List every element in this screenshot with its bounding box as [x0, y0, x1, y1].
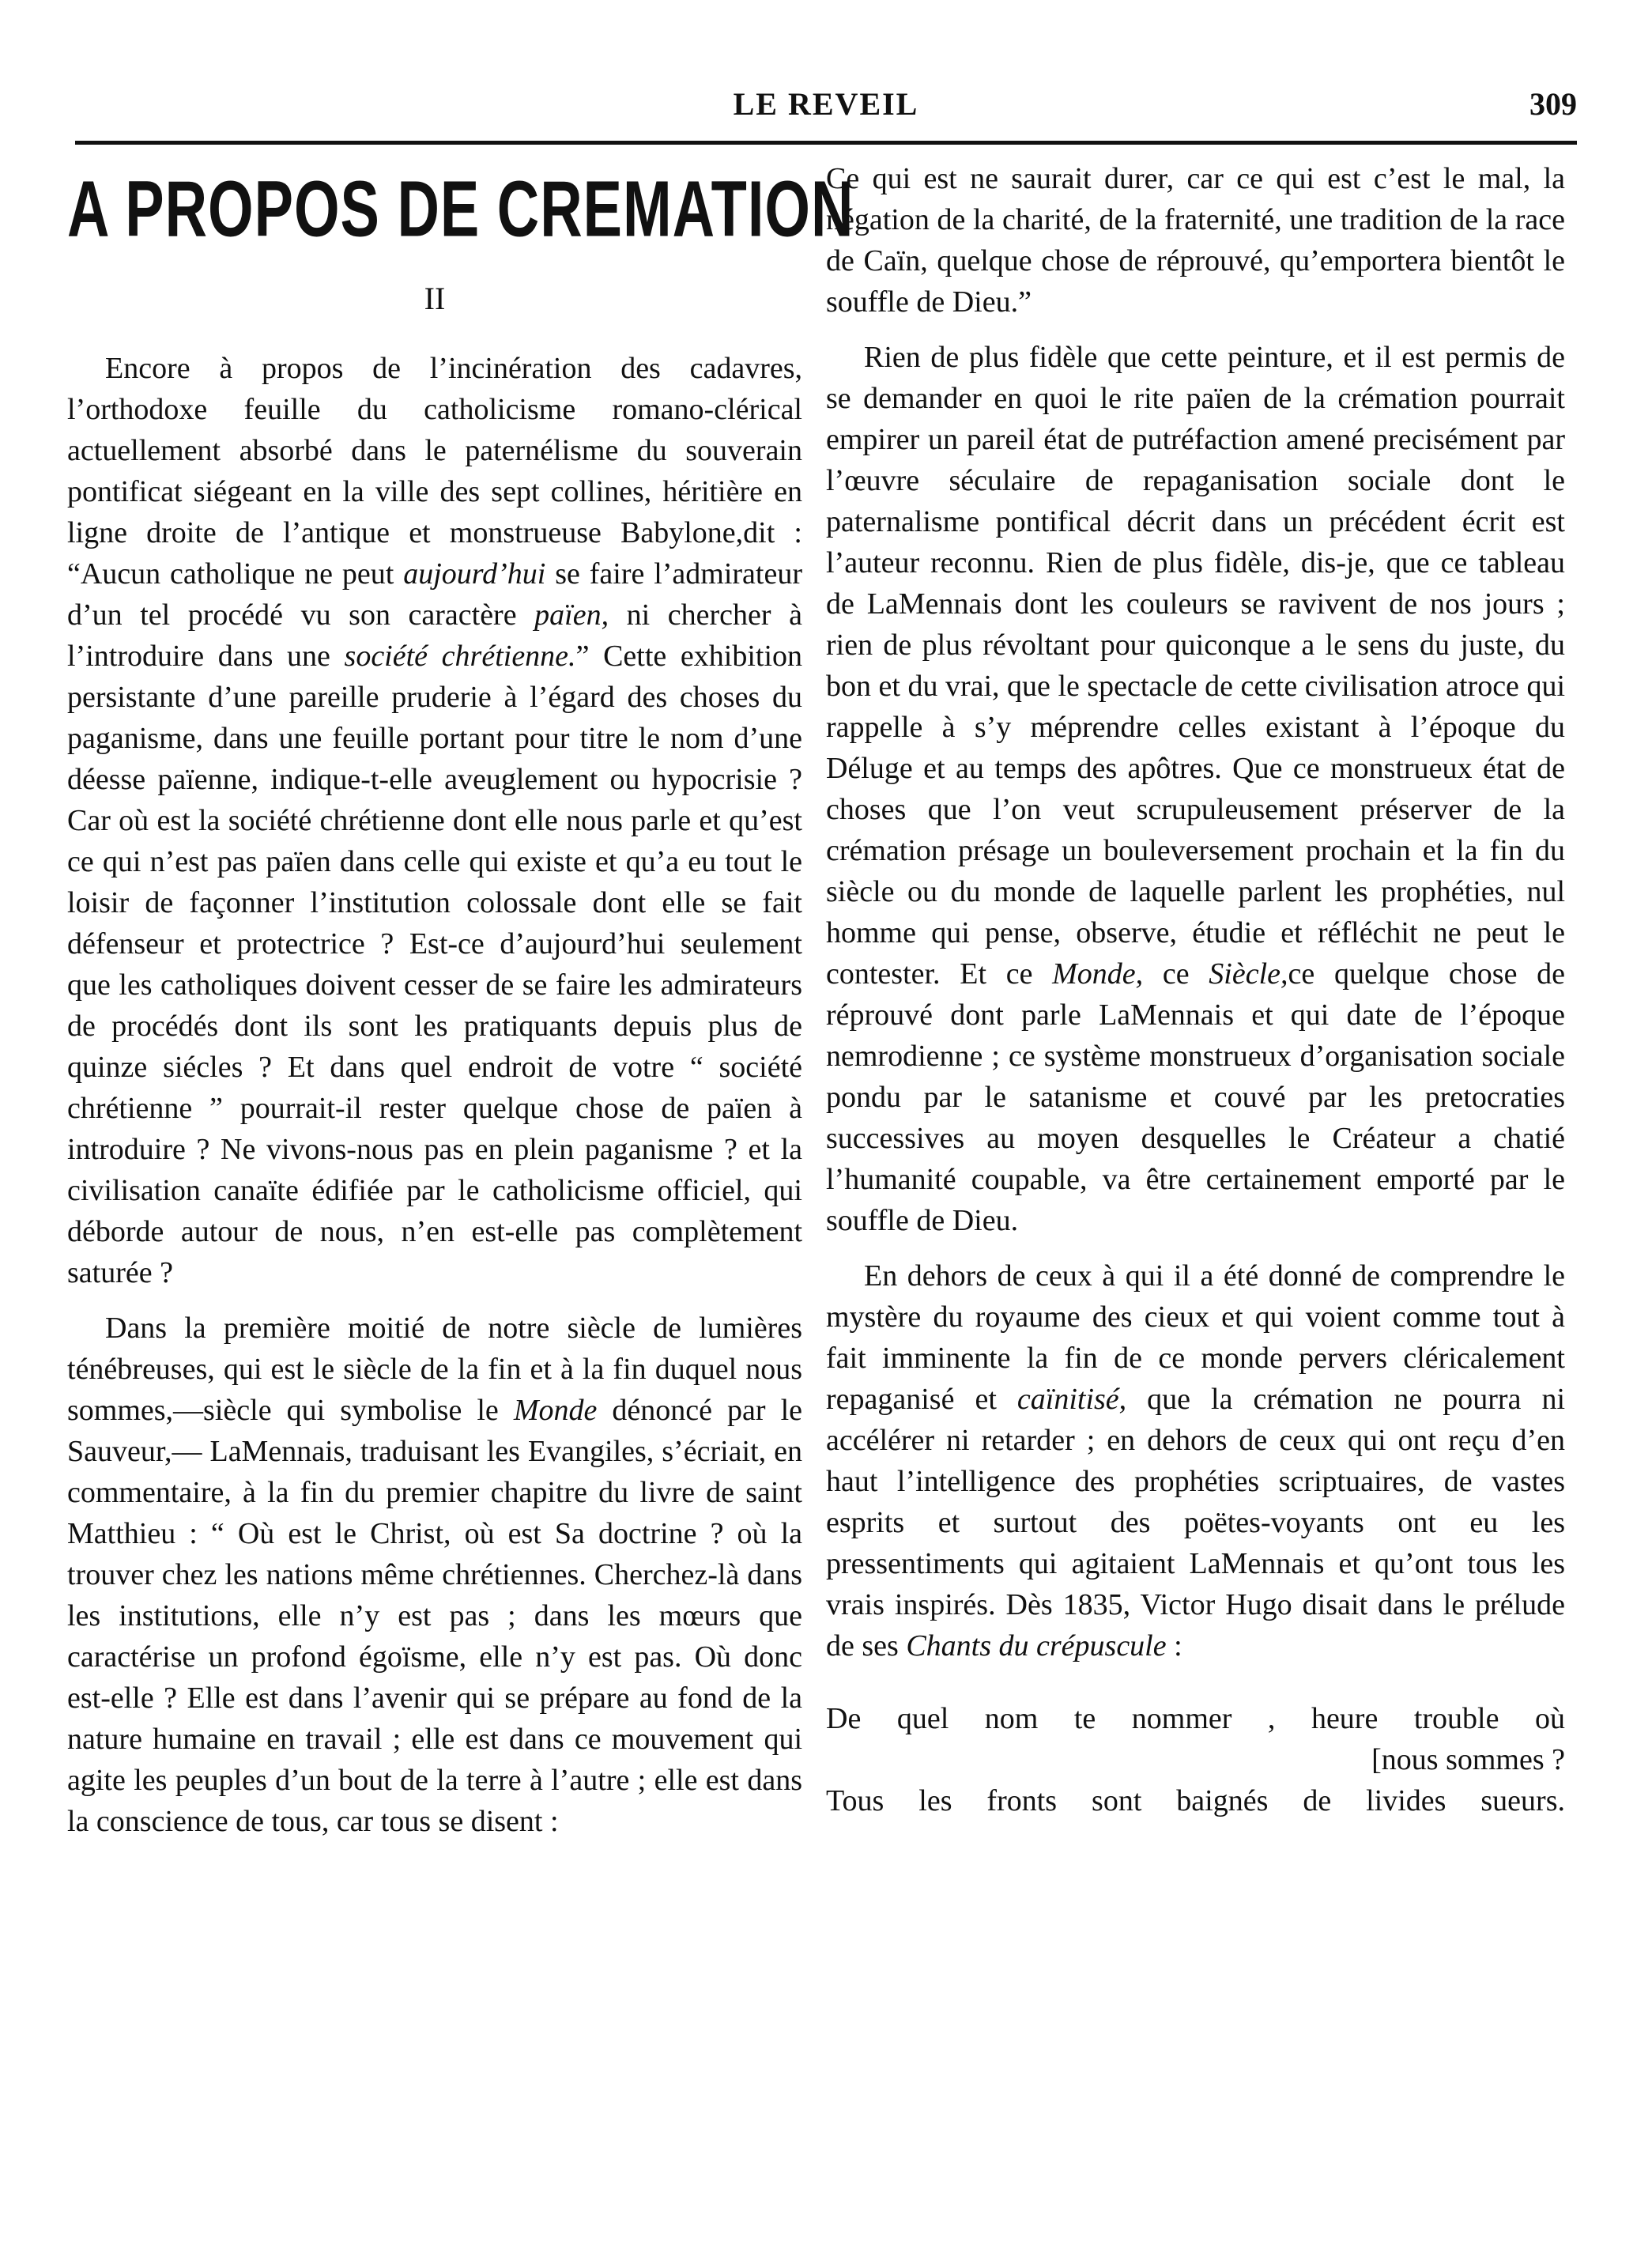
- italic-run: société chrétienne.: [344, 640, 576, 673]
- text-run: :: [1166, 1629, 1182, 1663]
- right-paragraph-1: Ce qui est ne saurait durer, car ce qui est c’est le mal, la négation de la charité, de la fraternité, une tradition de la race de Caïn, quelque chose de réprouvé, qu’emportera bientôt le souffle de Dieu.”: [826, 162, 1565, 319]
- italic-run: païen,: [534, 598, 609, 632]
- italic-run: Monde: [513, 1394, 598, 1427]
- left-paragraph-2: [67, 1308, 802, 1842]
- text-run: Dans la première moitié de notre siècle de lumières ténébreuses, qui est le siècle de la fin et à la fin duquel nous sommes,—siècle qui symbolise le: [67, 1312, 802, 1427]
- section-number: II: [424, 281, 446, 316]
- right-column: [826, 158, 1565, 1821]
- italic-run: Chants du crépuscule: [906, 1629, 1167, 1663]
- text-run: Rien de plus fidèle que cette peinture, et il est permis de se demander en quoi le rite païen de la crémation pourrait empirer un pareil état de putréfaction amené precisément par l’œuvre séculaire de repaganisation sociale dont le paternalisme pontifical décrit dans un précédent écrit est l’auteur reconnu. Rien de plus fidèle, dis-je, que ce tableau de LaMennais dont les couleurs se ravivent de nos jours ; rien de plus révoltant pour quiconque a le sens du juste, du bon et du vrai, que le spectacle de cette civilisation atroce qui rappelle à s’y méprendre celles existant à l’époque du Déluge et au temps des apôtres. Que ce monstrueux état de choses que l’on veut scrupuleusement préserver de la crémation présage un bouleversement prochain et la fin du siècle ou du monde de laquelle parlent les prophéties, nul homme qui pense, observe, étudie et réfléchit ne peut le contester. Et ce: [826, 341, 1565, 991]
- journal-title: LE REVEIL: [733, 86, 919, 122]
- page-number: 309: [1529, 86, 1577, 122]
- text-run: dénoncé par le Sauveur,— LaMennais, traduisant les Evangiles, s’écriait, en commentaire, à la fin du premier chapitre du livre de saint Matthieu : “ Où est le Christ, où est Sa doctrine ? où la trouver chez les nations même chrétiennes. Cherchez-là dans les institutions, elle n’y est pas ; dans les mœurs que caractérise un profond égoïsme, elle n’y est pas. Où donc est-elle ? Elle est dans l’avenir qui se prépare au fond de la nature humaine en travail ; elle est dans ce mouvement qui agite les peuples d’un bout de la terre à l’autre ; elle est dans la conscience de tous, car tous se disent :: [67, 1394, 803, 1838]
- header-rule: [75, 141, 1577, 145]
- verse-line-2: Tous les fronts sont baignés de livides sueurs.: [826, 1784, 1565, 1817]
- left-column: [67, 158, 854, 1856]
- italic-run: Monde,: [1052, 957, 1144, 991]
- verse-line-1: De quel nom te nommer , heure trouble où: [826, 1702, 1565, 1735]
- text-run: se faire l’admirateur d’un tel procédé vu son caractère: [67, 557, 802, 632]
- text-run: Encore à propos de l’incinération des cadavres, l’orthodoxe feuille du catholicisme romano-clérical actuellement absorbé dans le paternélisme du souverain pontificat siégeant en la ville des sept collines, héritière en ligne droite de l’antique et monstrueuse Babylone,dit : “Aucun catholique ne peut: [67, 352, 802, 591]
- italic-run: aujourd’hui: [403, 557, 546, 591]
- text-run: ce: [1143, 957, 1209, 991]
- text-run: En dehors de ceux à qui il a été donné de comprendre le mystère du royaume des cieux et qui voient comme tout à fait imminente la fin de ce monde pervers cléricalement repaganisé et: [826, 1259, 1565, 1416]
- poem-quote: [826, 1698, 1565, 1821]
- text-run: ni chercher à l’introduire dans une: [67, 598, 802, 673]
- left-paragraph-1: [67, 348, 802, 1293]
- article-title: A PROPOS DE CREMATION: [67, 164, 854, 254]
- italic-run: caïnitisé,: [1016, 1383, 1127, 1416]
- verse-line-1-continuation: [nous sommes ?: [1371, 1743, 1565, 1776]
- italic-run: Siècle,: [1209, 957, 1288, 991]
- right-paragraph-3: [826, 1255, 1565, 1666]
- text-run: ce quelque chose de réprouvé dont parle LaMennais et qui date de l’époque nemrodienne ; ce système monstrueux d’organisation sociale pondu par le satanisme et couvé par les pretocraties successives au moyen desquelles le Créateur a chatié l’humanité coupable, va être certainement emporté par le souffle de Dieu.: [826, 957, 1565, 1237]
- right-paragraph-2: [826, 337, 1565, 1241]
- running-head: [0, 85, 1652, 133]
- text-run: que la crémation ne pourra ni accélérer ni retarder ; en dehors de ceux qui ont reçu d’en haut l’intelligence des prophéties scriptuaires, de vastes esprits et surtout des poëtes-voyants ont eu les pressentiments qui agitaient LaMennais et qu’ont tous les vrais inspirés. Dès 1835, Victor Hugo disait dans le prélude de ses: [826, 1383, 1565, 1663]
- text-run: ” Cette exhibition persistante d’une pareille pruderie à l’égard des choses du paganisme, dans une feuille portant pour titre le nom d’une déesse païenne, indique-t-elle aveuglement ou hypocrisie ? Car où est la société chrétienne dont elle nous parle et qu’est ce qui n’est pas païen dans celle qui existe et qu’a eu tout le loisir de façonner l’institution colossale dont elle se fait défenseur et protectrice ? Est-ce d’aujourd’hui seulement que les catholiques doivent cesser de se faire les admirateurs de procédés dont ils sont les pratiquants depuis plus de quinze siécles ? Et dans quel endroit de votre “ société chrétienne ” pourrait-il rester quelque chose de païen à introduire ? Ne vivons-nous pas en plein paganisme ? et la civilisation canaïte édifiée par le catholicisme officiel, qui déborde autour de nous, n’en est-elle pas complètement saturée ?: [67, 640, 803, 1289]
